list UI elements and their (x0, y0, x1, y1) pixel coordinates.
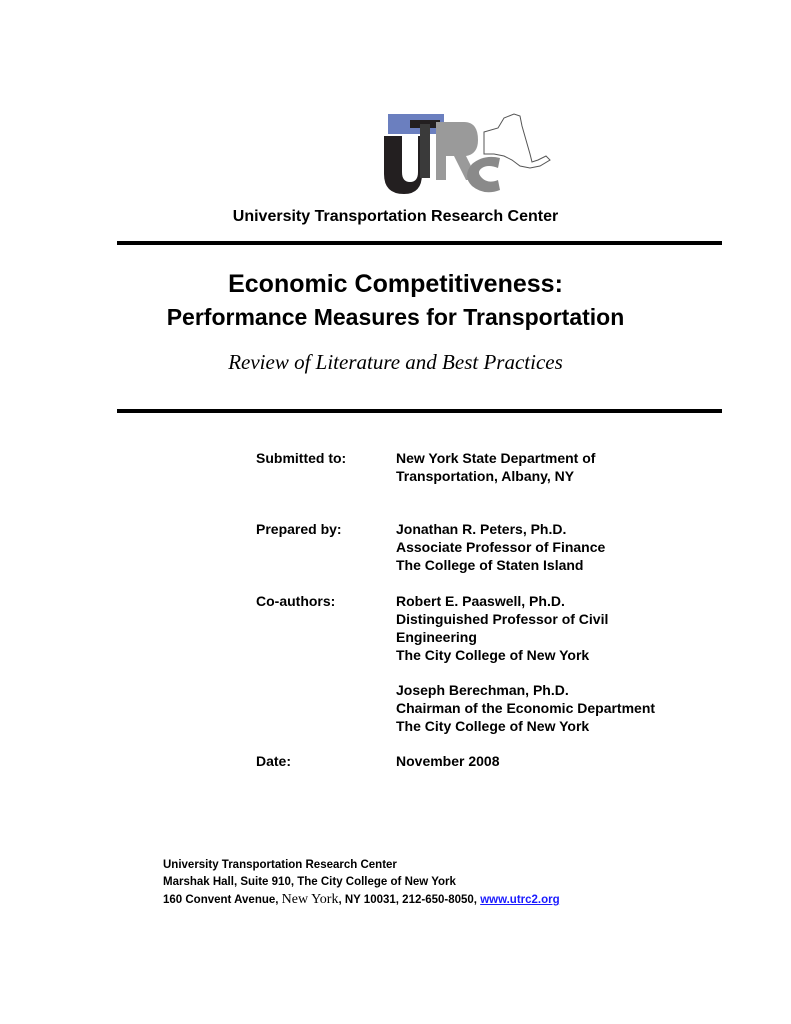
footer-line-2: Marshak Hall, Suite 910, The City College of New York (163, 876, 456, 888)
website-link[interactable]: www.utrc2.org (480, 894, 560, 906)
document-title: Economic Competitiveness: (228, 270, 563, 298)
document-subtitle: Performance Measures for Transportation (166, 304, 625, 330)
top-divider (117, 241, 722, 245)
footer-address (163, 857, 560, 909)
prepared-label: Prepared by: (256, 521, 342, 537)
utrc-logo (380, 110, 552, 196)
footer-line-1: University Transportation Research Center (163, 859, 397, 871)
coauthor1-value (396, 592, 608, 664)
coauthor1-line: Engineering (396, 629, 477, 645)
prepared-line: Associate Professor of Finance (396, 539, 606, 555)
date-value: November 2008 (396, 753, 500, 769)
submitted-line: Transportation, Albany, NY (396, 468, 575, 484)
coauthor1-line: The City College of New York (396, 647, 590, 663)
submitted-label: Submitted to: (256, 450, 347, 466)
prepared-line: Jonathan R. Peters, Ph.D. (396, 521, 567, 537)
submitted-line: New York State Department of (396, 450, 596, 466)
footer-line-3b: New York (281, 892, 339, 907)
document-review-line: Review of Literature and Best Practices (228, 350, 563, 374)
coauthor1-line: Distinguished Professor of Civil (396, 611, 609, 627)
footer-line-3c: , NY 10031, 212-650-8050, (338, 894, 481, 906)
footer-line-3 (163, 891, 560, 909)
submitted-value (396, 449, 595, 485)
prepared-value (396, 520, 605, 574)
coauthor2-value (396, 681, 655, 735)
coauthor2-line: Chairman of the Economic Department (396, 700, 656, 716)
coauthors-label: Co-authors: (256, 593, 336, 609)
research-center-name: University Transportation Research Center (232, 208, 559, 225)
footer-line-3a: 160 Convent Avenue, (163, 894, 282, 906)
date-label: Date: (256, 753, 292, 769)
bottom-divider (117, 409, 722, 413)
coauthor2-line: Joseph Berechman, Ph.D. (396, 682, 569, 698)
prepared-line: The College of Staten Island (396, 557, 584, 573)
coauthor2-line: The City College of New York (396, 718, 590, 734)
coauthor1-line: Robert E. Paaswell, Ph.D. (396, 593, 565, 609)
